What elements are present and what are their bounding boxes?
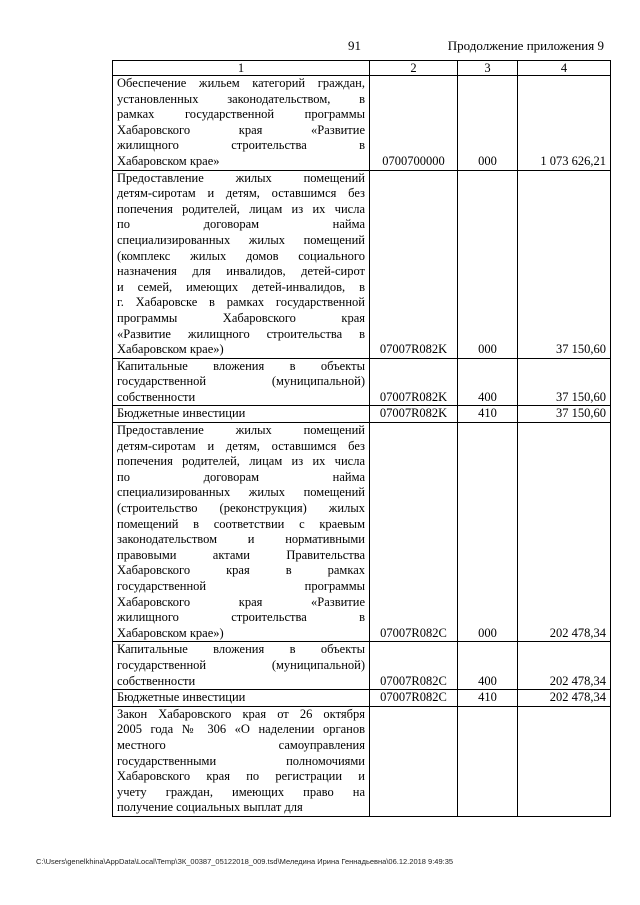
description-line: (строительство (реконструкция) жилых [117, 501, 365, 516]
description-line: по договорам найма [117, 217, 365, 232]
description-line: специализированных жилых помещений [117, 232, 365, 247]
description-line: государственными полномочиями [117, 753, 365, 768]
description-line: Предоставление жилых помещений [117, 423, 365, 438]
row-description [113, 423, 370, 642]
row-amount: 202 478,34 [518, 642, 611, 690]
row-description [113, 76, 370, 171]
description-line: Хабаровского края в рамках [117, 563, 365, 578]
description-line: собственности [117, 389, 196, 404]
description-line: Обеспечение жильем категорий граждан, [117, 76, 365, 90]
description-line: «Развитие жилищного строительства в [117, 326, 365, 341]
description-line: учету граждан, имеющих право на [117, 784, 365, 799]
table-row [113, 423, 611, 642]
row-description [113, 358, 370, 406]
table-row [113, 358, 611, 406]
description-line: программы Хабаровского края [117, 310, 365, 325]
row-expense-type: 000 [458, 423, 518, 642]
column-header: 2 [370, 61, 458, 76]
description-line: Хабаровского края «Развитие [117, 122, 365, 137]
description-line: по договорам найма [117, 469, 365, 484]
description-line: Хабаровском крае») [117, 625, 224, 640]
column-header: 4 [518, 61, 611, 76]
row-description [113, 406, 370, 423]
description-line: государственной программы [117, 579, 365, 593]
row-amount [518, 706, 611, 816]
description-line: (комплекс жилых домов социального [117, 248, 365, 263]
row-code: 0700700000 [370, 76, 458, 171]
row-expense-type: 400 [458, 358, 518, 406]
description-line: жилищного строительства в [117, 138, 365, 153]
description-line: местного самоуправления [117, 737, 365, 752]
description-line: Бюджетные инвестиции [117, 690, 246, 705]
row-description [113, 642, 370, 690]
table-row [113, 76, 611, 171]
description-line: получение социальных выплат для [117, 800, 303, 815]
table-row [113, 706, 611, 816]
row-expense-type: 000 [458, 76, 518, 171]
row-expense-type: 400 [458, 642, 518, 690]
description-line: 2005 года № 306 «О наделении органов [117, 722, 365, 737]
row-description [113, 706, 370, 816]
row-expense-type: 000 [458, 170, 518, 358]
table-header-row [113, 61, 611, 76]
row-expense-type: 410 [458, 406, 518, 423]
description-line: рамках государственной программы [117, 107, 365, 122]
description-line: назначения для инвалидов, детей-сирот [117, 264, 365, 279]
description-line: попечения родителей, лицам из их числа [117, 201, 365, 216]
page-number: 91 [348, 38, 361, 53]
row-amount: 202 478,34 [518, 690, 611, 707]
row-code: 07007R082C [370, 642, 458, 690]
description-line: государственной (муниципальной) [117, 657, 365, 672]
table-row [113, 690, 611, 707]
description-line: помещений в соответствии с краевым [117, 516, 365, 531]
description-line: Капитальные вложения в объекты [117, 358, 365, 373]
table-row [113, 406, 611, 423]
description-line: собственности [117, 673, 196, 688]
description-line: Закон Хабаровского края от 26 октября [117, 706, 365, 721]
description-line: Капитальные вложения в объекты [117, 642, 365, 657]
row-amount: 37 150,60 [518, 170, 611, 358]
row-amount: 202 478,34 [518, 423, 611, 642]
row-code [370, 706, 458, 816]
description-line: Хабаровском крае») [117, 342, 224, 357]
description-line: Хабаровского края по регистрации и [117, 769, 365, 784]
row-description [113, 170, 370, 358]
row-amount: 37 150,60 [518, 406, 611, 423]
description-line: специализированных жилых помещений [117, 485, 365, 500]
description-line: детям-сиротам и детям, оставшимся без [117, 438, 365, 453]
column-header: 1 [113, 61, 370, 76]
description-line: детям-сиротам и детям, оставшимся без [117, 186, 365, 201]
continuation-label: Продолжение приложения 9 [447, 38, 604, 53]
table-row [113, 170, 611, 358]
description-line: попечения родителей, лицам из их числа [117, 454, 365, 469]
file-path-footer: C:\Users\genelkhina\AppData\Local\Temp\ЗК_00387_05122018_009.tsd\Меледина Ирина Геннадьевна\06.12.2018 9:49:35 [36, 857, 454, 866]
row-code: 07007R082K [370, 406, 458, 423]
row-code: 07007R082K [370, 170, 458, 358]
budget-table [112, 60, 611, 817]
row-expense-type: 410 [458, 690, 518, 707]
row-expense-type [458, 706, 518, 816]
row-code: 07007R082K [370, 358, 458, 406]
description-line: государственной (муниципальной) [117, 374, 365, 389]
description-line: Хабаровском крае» [117, 153, 220, 168]
column-header: 3 [458, 61, 518, 76]
row-code: 07007R082C [370, 690, 458, 707]
description-line: Хабаровского края «Развитие [117, 594, 365, 609]
row-amount: 1 073 626,21 [518, 76, 611, 171]
row-amount: 37 150,60 [518, 358, 611, 406]
description-line: установленных законодательством, в [117, 91, 365, 106]
row-description [113, 690, 370, 707]
description-line: законодательством и нормативными [117, 532, 365, 547]
description-line: Бюджетные инвестиции [117, 406, 246, 421]
description-line: и семей, имеющих детей-инвалидов, в [117, 279, 365, 294]
table-row [113, 642, 611, 690]
description-line: правовыми актами Правительства [117, 547, 365, 562]
description-line: жилищного строительства в [117, 610, 365, 625]
description-line: Предоставление жилых помещений [117, 170, 365, 185]
description-line: г. Хабаровске в рамках государственной [117, 295, 365, 310]
row-code: 07007R082C [370, 423, 458, 642]
